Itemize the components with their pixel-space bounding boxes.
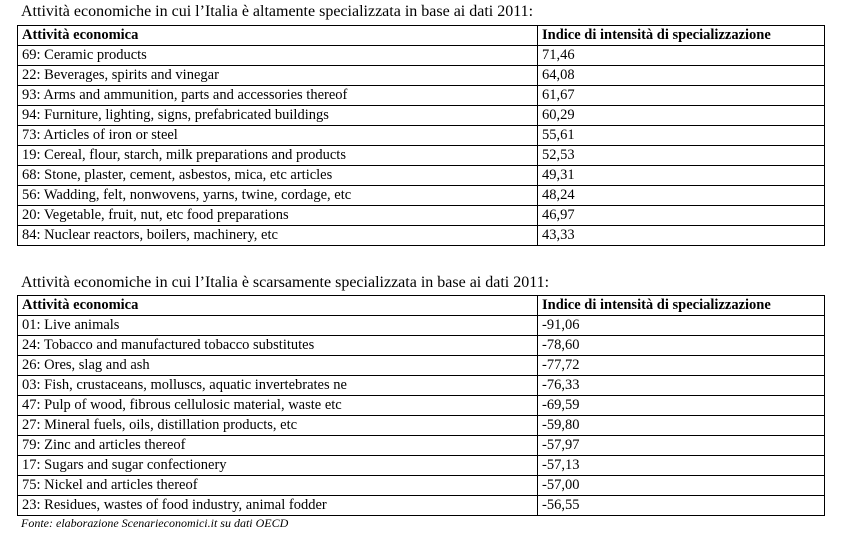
activity-cell: 69: Ceramic products	[18, 46, 538, 66]
activity-cell: 79: Zinc and articles thereof	[18, 436, 538, 456]
table-header-row	[18, 296, 825, 316]
table-row	[18, 396, 825, 416]
table-header-row	[18, 26, 825, 46]
index-cell: -57,97	[538, 436, 825, 456]
index-cell: 61,67	[538, 86, 825, 106]
table-row	[18, 126, 825, 146]
activity-cell: 47: Pulp of wood, fibrous cellulosic material, waste etc	[18, 396, 538, 416]
index-cell: -91,06	[538, 316, 825, 336]
table-row	[18, 476, 825, 496]
table-row	[18, 106, 825, 126]
activity-cell: 56: Wadding, felt, nonwovens, yarns, twine, cordage, etc	[18, 186, 538, 206]
table-row	[18, 66, 825, 86]
activity-cell: 73: Articles of iron or steel	[18, 126, 538, 146]
column-header-index: Indice di intensità di specializzazione	[538, 296, 825, 316]
activity-cell: 03: Fish, crustaceans, molluscs, aquatic invertebrates ne	[18, 376, 538, 396]
activity-cell: 20: Vegetable, fruit, nut, etc food preparations	[18, 206, 538, 226]
index-cell: 48,24	[538, 186, 825, 206]
table-row	[18, 316, 825, 336]
table-row	[18, 496, 825, 516]
table-row	[18, 206, 825, 226]
low-specialization-table	[17, 295, 825, 516]
source-note: Fonte: elaborazione Scenarieconomici.it su dati OECD	[21, 516, 289, 530]
activity-cell: 01: Live animals	[18, 316, 538, 336]
table-row	[18, 376, 825, 396]
index-cell: 64,08	[538, 66, 825, 86]
activity-cell: 75: Nickel and articles thereof	[18, 476, 538, 496]
index-cell: -57,00	[538, 476, 825, 496]
index-cell: 46,97	[538, 206, 825, 226]
activity-cell: 84: Nuclear reactors, boilers, machinery, etc	[18, 226, 538, 246]
column-header-activity: Attività economica	[18, 296, 538, 316]
index-cell: -76,33	[538, 376, 825, 396]
index-cell: -56,55	[538, 496, 825, 516]
activity-cell: 94: Furniture, lighting, signs, prefabricated buildings	[18, 106, 538, 126]
activity-cell: 93: Arms and ammunition, parts and accessories thereof	[18, 86, 538, 106]
activity-cell: 27: Mineral fuels, oils, distillation products, etc	[18, 416, 538, 436]
table-row	[18, 186, 825, 206]
table-row	[18, 226, 825, 246]
low-specialization-caption: Attività economiche in cui l’Italia è scarsamente specializzata in base ai dati 2011:	[21, 274, 550, 291]
activity-cell: 23: Residues, wastes of food industry, animal fodder	[18, 496, 538, 516]
activity-cell: 19: Cereal, flour, starch, milk preparations and products	[18, 146, 538, 166]
index-cell: 60,29	[538, 106, 825, 126]
table-row	[18, 166, 825, 186]
activity-cell: 68: Stone, plaster, cement, asbestos, mica, etc articles	[18, 166, 538, 186]
column-header-activity: Attività economica	[18, 26, 538, 46]
index-cell: 43,33	[538, 226, 825, 246]
index-cell: -69,59	[538, 396, 825, 416]
index-cell: 55,61	[538, 126, 825, 146]
index-cell: 71,46	[538, 46, 825, 66]
activity-cell: 26: Ores, slag and ash	[18, 356, 538, 376]
index-cell: 49,31	[538, 166, 825, 186]
column-header-index: Indice di intensità di specializzazione	[538, 26, 825, 46]
table-row	[18, 46, 825, 66]
table-row	[18, 356, 825, 376]
table-row	[18, 146, 825, 166]
table-row	[18, 456, 825, 476]
index-cell: -78,60	[538, 336, 825, 356]
table-row	[18, 336, 825, 356]
index-cell: -57,13	[538, 456, 825, 476]
index-cell: 52,53	[538, 146, 825, 166]
table-row	[18, 436, 825, 456]
high-specialization-table	[17, 25, 825, 246]
table-row	[18, 86, 825, 106]
activity-cell: 17: Sugars and sugar confectionery	[18, 456, 538, 476]
activity-cell: 22: Beverages, spirits and vinegar	[18, 66, 538, 86]
activity-cell: 24: Tobacco and manufactured tobacco substitutes	[18, 336, 538, 356]
index-cell: -77,72	[538, 356, 825, 376]
high-specialization-caption: Attività economiche in cui l’Italia è altamente specializzata in base ai dati 2011:	[21, 3, 534, 20]
table-row	[18, 416, 825, 436]
index-cell: -59,80	[538, 416, 825, 436]
